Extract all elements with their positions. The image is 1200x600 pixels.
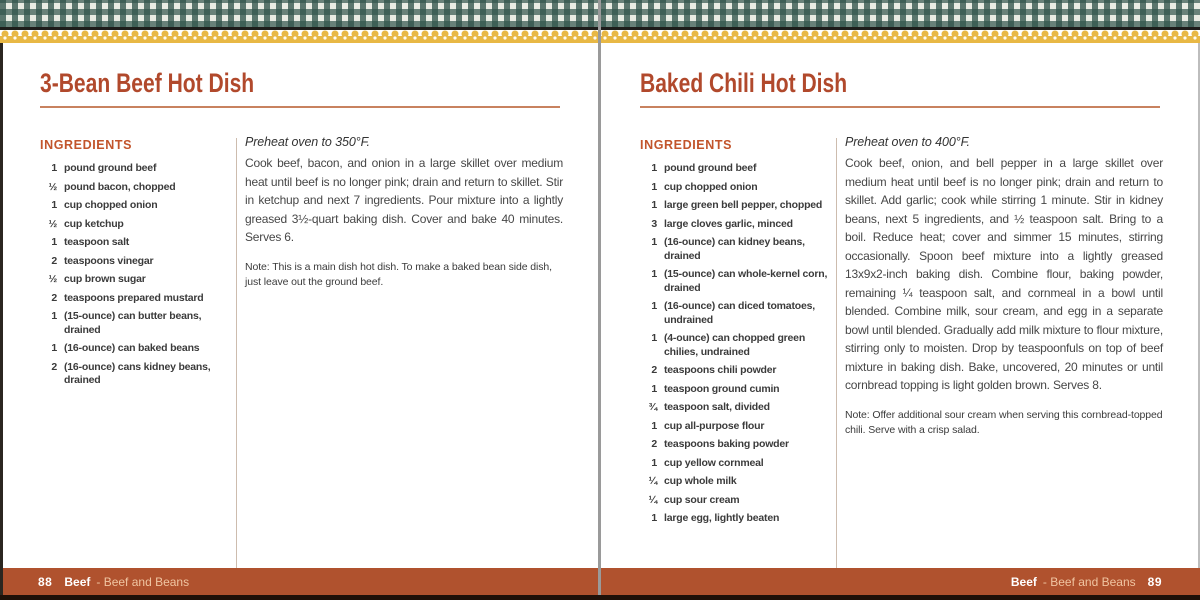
ingredient-quantity: 1 [651,332,657,344]
instructions-paragraph: Cook beef, bacon, and onion in a large skillet over medium heat until beef is no longer pink; drain and return to skillet. Stir in ketchup and next 7 ingredients. Pour mixture into a lightly greased 3½-quart baking dish. Cover and bake 40 minutes. Serves 6. [245,156,563,244]
recipe-title-text: Baked Chili Hot Dish [640,68,848,98]
ingredient-item [640,181,840,195]
ingredient-item [640,268,840,295]
ingredient-item [40,199,240,213]
page-number-left: 88 [38,574,53,589]
ingredient-item [40,162,240,176]
ingredient-name: teaspoons chili powder [664,364,777,376]
ingredient-item [640,512,840,526]
bottom-edge-strip [0,595,1200,600]
ingredient-item [40,292,240,306]
ingredients-list [640,162,840,526]
ingredient-quantity: 2 [651,364,657,376]
ingredient-name: cup chopped onion [64,199,158,211]
ingredient-quantity: 1 [651,162,657,174]
instructions-column-right [845,135,1163,438]
ingredient-item [640,401,840,415]
ingredient-item [40,310,240,337]
ingredient-item [40,361,240,388]
ingredient-name: pound ground beef [664,162,757,174]
ingredient-name: (16-ounce) can kidney beans, drained [664,236,805,262]
ingredient-name: cup yellow cornmeal [664,456,764,469]
ingredient-name: (15-ounce) can butter beans, drained [64,310,202,336]
ingredient-quantity: ½ [48,217,57,230]
footer-left [38,575,189,589]
ingredient-quantity: 2 [51,360,57,373]
ingredients-header: INGREDIENTS [640,138,733,152]
ingredient-item [640,420,840,434]
ingredients-column-right [640,138,840,531]
ingredient-quantity: 1 [651,300,657,312]
ingredient-item [40,236,240,250]
ingredient-quantity: 1 [51,199,57,211]
ingredient-name: (16-ounce) can baked beans [64,342,200,354]
ingredient-quantity: 2 [51,254,57,267]
recipe-title-right [640,68,1160,108]
ingredient-item [40,218,240,232]
instructions-paragraph: Cook beef, onion, and bell pepper in a large skillet over medium heat until beef is no longer pink; drain and return to skillet. Add garlic; cook while stirring 1 minute. Stir in kidney beans, next 5 ingredients, and ½ teaspoon salt. Bring to a boil. Reduce heat; cover and simmer 15 minutes, stirring occasionally. Spoon beef mixture into a lightly greased 13x9x2-inch baking dish. Combine flour, baking powder, remaining ¼ teaspoon salt, and cornmeal in a bowl until blended. Combine milk, sour cream, and egg in a separate bowl until blended. Gradually add milk mixture to flour mixture, stirring only to moisten. Drop by teaspoonfuls on top of beef mixture in baking dish. Bake, uncovered, 20 minutes or until cornbread topping is light golden brown. Serves 8. [845,156,1164,392]
recipe-note: Note: Offer additional sour cream when serving this cornbread-topped chili. Serve with a crisp salad. [845,408,1163,436]
ingredient-quantity: 1 [651,456,657,469]
ingredient-name: cup sour cream [664,493,740,506]
ingredient-name: cup ketchup [64,217,124,230]
ingredient-quantity: 1 [651,512,657,524]
ingredient-item [640,300,840,327]
ingredient-name: teaspoon salt, divided [664,401,770,413]
ingredient-item [40,255,240,269]
page-right [600,43,1200,568]
instructions-column-left [245,135,563,290]
ingredient-item [640,457,840,471]
ingredient-item [640,218,840,232]
recipe-title-text: 3-Bean Beef Hot Dish [40,68,255,98]
ingredient-name: (16-ounce) cans kidney beans, drained [64,360,211,386]
ingredient-item [640,199,840,213]
ingredient-item [40,181,240,195]
ingredients-list [40,162,240,388]
preheat-line: Preheat oven to 400°F. [845,135,970,149]
ingredient-quantity: ½ [48,273,57,285]
ingredient-name: (15-ounce) can whole-kernel corn, drained [664,268,828,294]
ingredient-quantity: 1 [651,199,657,211]
ingredient-item [640,475,840,489]
ingredient-quantity: ½ [48,180,57,193]
page-gutter-line [598,0,601,595]
footer-right [1011,575,1162,589]
footer-section: Beef [1010,574,1037,589]
ingredient-name: (16-ounce) can diced tomatoes, undrained [664,300,815,326]
ingredient-name: cup all-purpose flour [664,419,765,432]
ingredient-quantity: ¾ [648,401,657,413]
ingredient-item [640,494,840,508]
ingredient-quantity: 1 [651,382,657,395]
ingredient-quantity: 1 [651,419,657,432]
book-left-edge [0,43,3,600]
ingredient-quantity: 3 [651,217,657,230]
ingredient-name: teaspoons vinegar [64,254,154,267]
ingredient-item [40,342,240,356]
ingredients-column-left [40,138,240,393]
ingredient-name: large cloves garlic, minced [664,217,793,230]
ingredient-quantity: 1 [651,180,657,193]
ingredients-header: INGREDIENTS [40,138,133,152]
ingredient-name: teaspoons prepared mustard [64,291,204,304]
ingredient-name: pound ground beef [64,162,157,174]
ingredient-item [640,332,840,359]
ingredient-name: (4-ounce) can chopped green chilies, undrained [664,332,806,358]
ingredient-quantity: 1 [51,310,57,322]
ingredient-name: teaspoon ground cumin [664,382,780,395]
recipe-title-left [40,68,560,108]
ingredient-quantity: 2 [651,438,657,450]
ingredient-quantity: 1 [51,162,57,174]
footer-subsection: - Beef and Beans [96,574,190,589]
column-divider-rule [836,138,837,568]
ingredient-name: large green bell pepper, chopped [664,199,823,211]
ingredient-quantity: ¼ [648,493,657,506]
ingredient-name: cup chopped onion [664,180,758,193]
column-divider-rule [236,138,237,568]
ingredient-quantity: 1 [51,236,57,248]
ingredient-name: cup whole milk [664,475,737,487]
ingredient-quantity: 1 [651,236,657,248]
ingredient-quantity: 1 [651,268,657,280]
recipe-note: Note: This is a main dish hot dish. To make a baked bean side dish, just leave out the ground beef. [245,260,552,288]
ingredient-item [40,273,240,287]
ingredient-item [640,236,840,263]
preheat-line: Preheat oven to 350°F. [245,135,370,149]
ingredient-name: pound bacon, chopped [64,180,176,193]
ingredient-item [640,383,840,397]
ingredient-quantity: 1 [51,342,57,354]
footer-subsection: - Beef and Beans [1042,574,1136,589]
ingredient-name: teaspoons baking powder [664,438,789,450]
ingredient-quantity: ¼ [648,475,657,487]
page-left [0,43,600,568]
ingredient-item [640,438,840,452]
footer-section: Beef [64,574,91,589]
ingredient-item [640,162,840,176]
ingredient-name: cup brown sugar [64,273,146,285]
ingredient-quantity: 2 [51,291,57,304]
page-number-right: 89 [1147,574,1162,589]
ingredient-item [640,364,840,378]
ingredient-name: teaspoon salt [64,236,130,248]
ingredient-name: large egg, lightly beaten [664,512,780,524]
